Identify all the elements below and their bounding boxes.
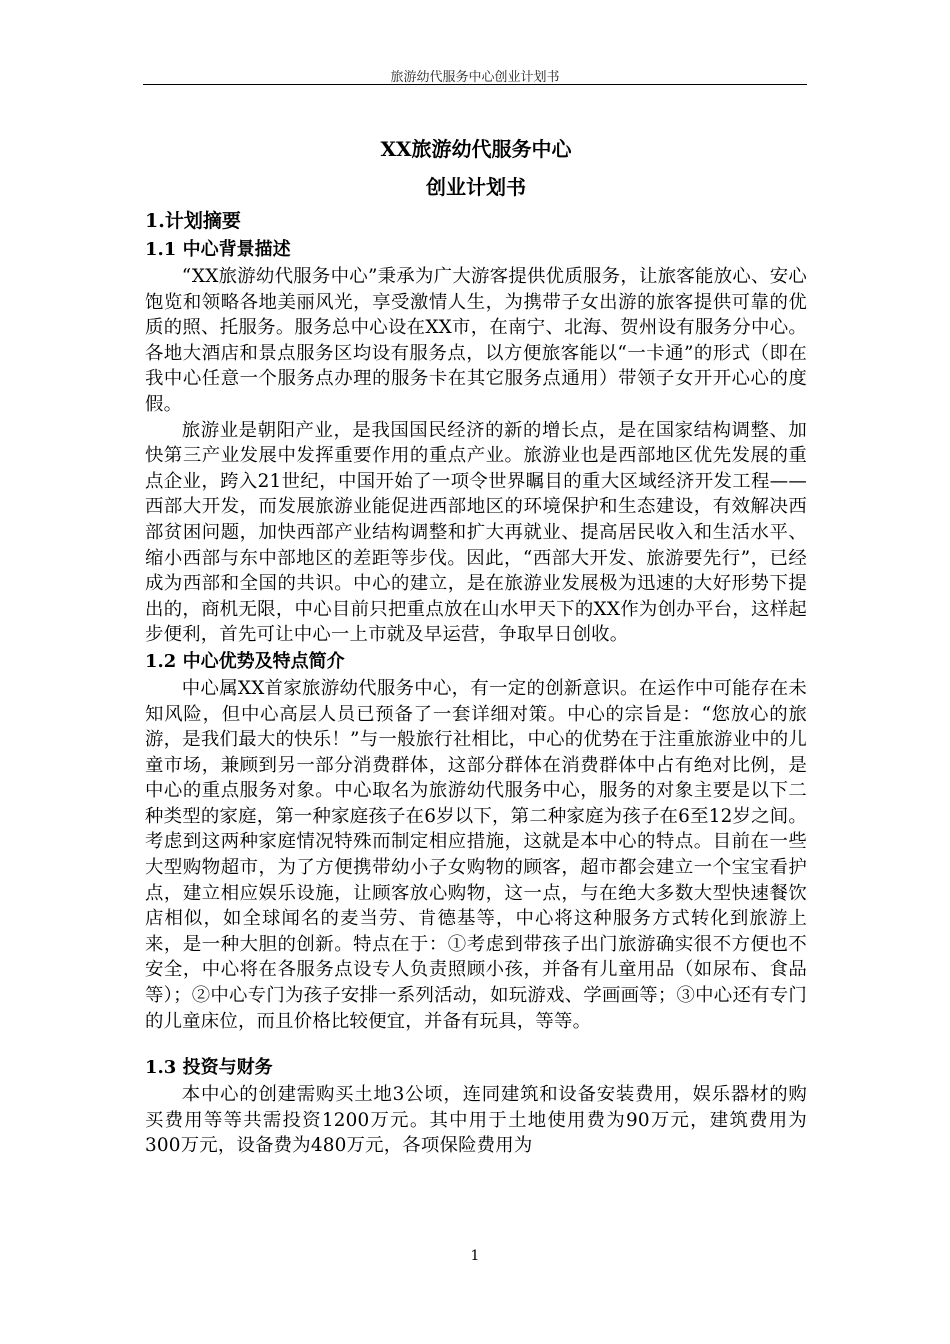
section-heading-1-1: 1.1 中心背景描述 bbox=[145, 239, 291, 260]
paragraph-investment: 本中心的创建需购买土地3公顷，连同建筑和设备安装费用，娱乐器材的购买费用等等共需投资1200万元。其中用于土地使用费为90万元，建筑费用为300万元，设备费为480万元，各项保险费用为 bbox=[145, 1084, 807, 1157]
document-body bbox=[145, 130, 807, 1159]
section-heading-1-2: 1.2 中心优势及特点简介 bbox=[145, 650, 345, 672]
document-subtitle: 创业计划书 bbox=[426, 175, 526, 199]
section-heading-1: 1.计划摘要 bbox=[145, 210, 241, 232]
paragraph-background-1: “XX旅游幼代服务中心”秉承为广大游客提供优质服务，让旅客能放心、安心饱览和领略各地美丽风光，享受激情人生，为携带子女出游的旅客提供可靠的优质的照、托服务。服务总中心设在XX市，在南宁、北海、贺州设有服务分中心。各地大酒店和景点服务区均设有服务点，以方便旅客能以“一卡通”的形式（即在我中心任意一个服务点办理的服务卡在其它服务点通用）带领子女开开心心的度假。 bbox=[145, 266, 807, 415]
spacer bbox=[145, 1034, 807, 1054]
running-header: 旅游幼代服务中心创业计划书 bbox=[390, 70, 560, 85]
document-title: XX旅游幼代服务中心 bbox=[380, 137, 572, 161]
page-number: 1 bbox=[470, 1248, 480, 1264]
paragraph-background-2: 旅游业是朝阳产业，是我国国民经济的新的增长点，是在国家结构调整、加快第三产业发展中发挥重要作用的重点产业。旅游业也是西部地区优先发展的重点企业，跨入21世纪，中国开始了一项令世界瞩目的重大区域经济开发工程——西部大开发，而发展旅游业能促进西部地区的环境保护和生态建设，有效解决西部贫困问题，加快西部产业结构调整和扩大再就业、提高居民收入和生活水平、缩小西部与东中部地区的差距等步伐。因此，“西部大开发、旅游要先行”，已经成为西部和全国的共识。中心的建立，是在旅游业发展极为迅速的大好形势下提出的，商机无限，中心目前只把重点放在山水甲天下的XX作为创办平台，这样起步便利，首先可让中心一上市就及早运营，争取早日创收。 bbox=[145, 419, 807, 646]
section-heading-1-3: 1.3 投资与财务 bbox=[145, 1057, 273, 1079]
header-rule bbox=[143, 84, 807, 85]
paragraph-advantages: 中心属XX首家旅游幼代服务中心，有一定的创新意识。在运作中可能存在未知风险，但中心高层人员已预备了一套详细对策。中心的宗旨是：“您放心的旅游，是我们最大的快乐！”与一般旅行社相比，中心的优势在于注重旅游业中的儿童市场，兼顾到另一部分消费群体，这部分群体在消费群体中占有绝对比例，是中心的重点服务对象。中心取名为旅游幼代服务中心，服务的对象主要是以下二种类型的家庭，第一种家庭孩子在6岁以下，第二种家庭为孩子在6至12岁之间。考虑到这两种家庭情况特殊而制定相应措施，这就是本中心的特点。目前在一些大型购物超市，为了方便携带幼小子女购物的顾客，超市都会建立一个宝宝看护点，建立相应娱乐设施，让顾客放心购物，这一点，与在绝大多数大型快速餐饮店相似，如全球闻名的麦当劳、肯德基等，中心将这种服务方式转化到旅游上来，是一种大胆的创新。特点在于：①考虑到带孩子出门旅游确实很不方便也不安全，中心将在各服务点设专人负责照顾小孩，并备有儿童用品（如尿布、食品等）；②中心专门为孩子安排一系列活动，如玩游戏、学画画等；③中心还有专门的儿童床位，而且价格比较便宜，并备有玩具，等等。 bbox=[145, 677, 807, 1032]
